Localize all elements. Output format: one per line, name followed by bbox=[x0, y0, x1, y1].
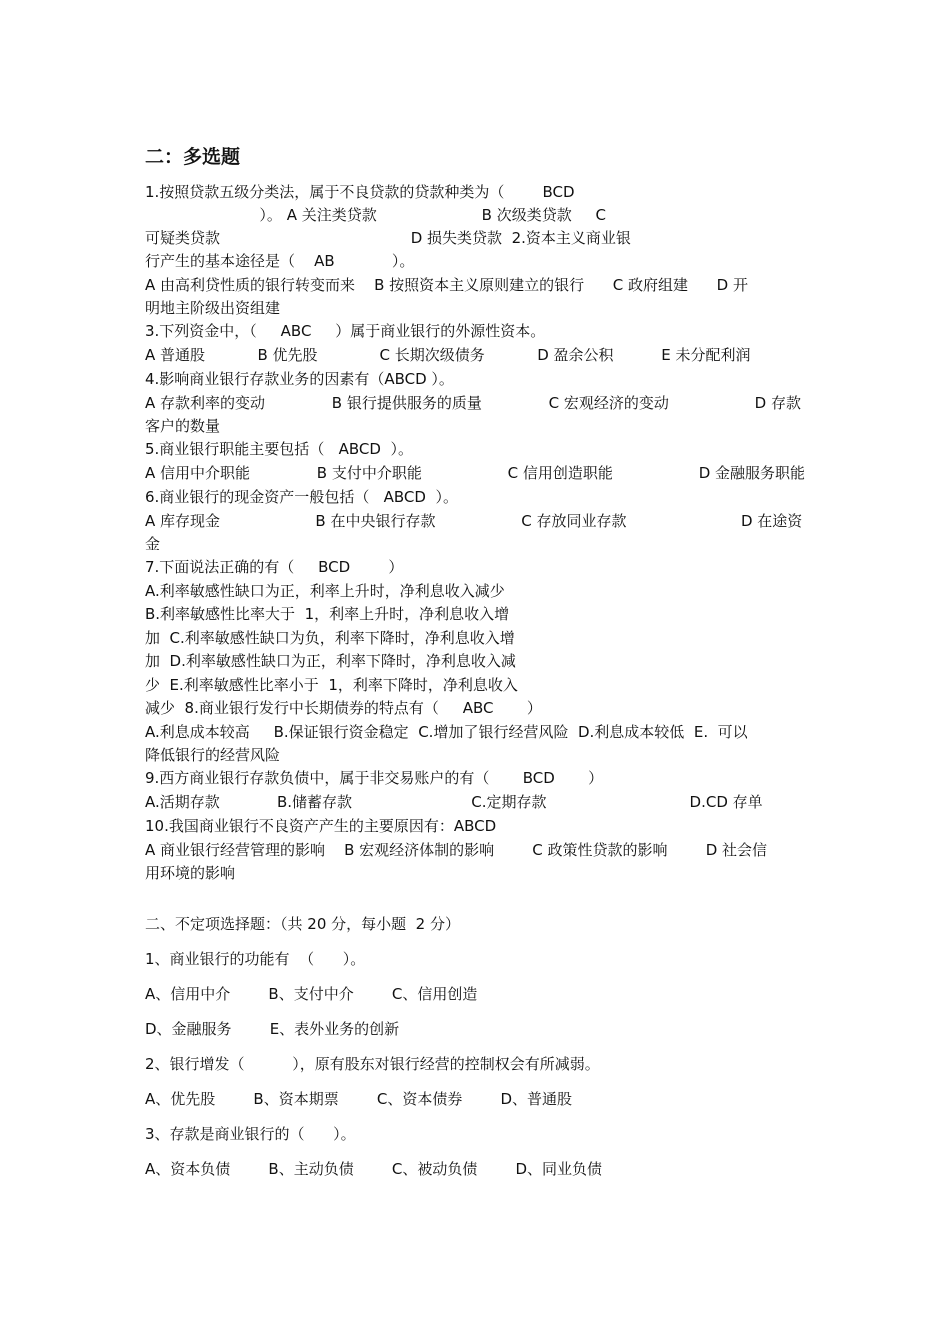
option-line: D、金融服务 E、表外业务的创新 bbox=[145, 1020, 400, 1038]
option-line: 加 D.利率敏感性缺口为正，利率下降时，净利息收入减 bbox=[145, 652, 516, 670]
question-line: 5.商业银行职能主要包括（ ABCD ）。 bbox=[145, 440, 413, 458]
question-line: 9.西方商业银行存款负债中，属于非交易账户的有（ BCD ） bbox=[145, 769, 604, 787]
option-line: 用环境的影响 bbox=[145, 864, 236, 882]
option-line: A、优先股 B、资本期票 C、资本债券 D、普通股 bbox=[145, 1090, 573, 1108]
option-line: 客户的数量 bbox=[145, 417, 221, 435]
question-line: 1、商业银行的功能有 （ ）。 bbox=[145, 950, 366, 968]
question-line: 3、存款是商业银行的（ ）。 bbox=[145, 1125, 356, 1143]
option-line: B.利率敏感性比率大于 1，利率上升时，净利息收入增 bbox=[145, 605, 510, 623]
question-line: 1.按照贷款五级分类法，属于不良贷款的贷款种类为（ BCD bbox=[145, 183, 575, 201]
section-heading-indefinite-choice: 二、不定项选择题：（共 20 分，每小题 2 分） bbox=[145, 915, 460, 933]
option-line: 加 C.利率敏感性缺口为负，利率下降时，净利息收入增 bbox=[145, 629, 515, 647]
question-line: 可疑类贷款 D 损失类贷款 2.资本主义商业银 bbox=[145, 229, 631, 247]
option-line: A.活期存款 B.储蓄存款 C.定期存款 D.CD 存单 bbox=[145, 793, 763, 811]
question-line: 减少 8.商业银行发行中长期债券的特点有（ ABC ） bbox=[145, 699, 542, 717]
option-line: 少 E.利率敏感性比率小于 1，利率下降时，净利息收入 bbox=[145, 676, 518, 694]
option-line: A 库存现金 B 在中央银行存款 C 存放同业存款 D 在途资 bbox=[145, 512, 803, 530]
question-line: 4.影响商业银行存款业务的因素有（ABCD ）。 bbox=[145, 370, 454, 388]
option-line: A 由高利贷性质的银行转变而来 B 按照资本主义原则建立的银行 C 政府组建 D 开 bbox=[145, 276, 748, 294]
section-heading-multiple-choice: 二：多选题 bbox=[145, 146, 241, 168]
option-line: A、资本负债 B、主动负债 C、被动负债 D、同业负债 bbox=[145, 1160, 603, 1178]
option-line: A 商业银行经营管理的影响 B 宏观经济体制的影响 C 政策性贷款的影响 D 社会信 bbox=[145, 841, 768, 859]
question-line: 2、银行增发（ ），原有股东对银行经营的控制权会有所减弱。 bbox=[145, 1055, 600, 1073]
question-line: 6.商业银行的现金资产一般包括（ ABCD ）。 bbox=[145, 488, 458, 506]
question-line: 3.下列资金中，（ ABC ）属于商业银行的外源性资本。 bbox=[145, 322, 546, 340]
option-line: 金 bbox=[145, 535, 161, 553]
option-line: A、信用中介 B、支付中介 C、信用创造 bbox=[145, 985, 478, 1003]
question-line: 7.下面说法正确的有（ BCD ） bbox=[145, 558, 404, 576]
option-line: 明地主阶级出资组建 bbox=[145, 299, 281, 317]
question-line: 行产生的基本途径是（ AB ）。 bbox=[145, 252, 415, 270]
option-line: 降低银行的经营风险 bbox=[145, 746, 281, 764]
option-line: A.利息成本较高 B.保证银行资金稳定 C.增加了银行经营风险 D.利息成本较低 E. 可以 bbox=[145, 723, 748, 741]
option-line: A 信用中介职能 B 支付中介职能 C 信用创造职能 D 金融服务职能 bbox=[145, 464, 806, 482]
option-line: A.利率敏感性缺口为正，利率上升时，净利息收入减少 bbox=[145, 582, 505, 600]
option-line: A 存款利率的变动 B 银行提供服务的质量 C 宏观经济的变动 D 存款 bbox=[145, 394, 801, 412]
question-line: ）。 A 关注类贷款 B 次级类贷款 C bbox=[145, 206, 607, 224]
question-line: 10.我国商业银行不良资产产生的主要原因有：ABCD bbox=[145, 817, 497, 835]
option-line: A 普通股 B 优先股 C 长期次级债务 D 盈余公积 E 未分配利润 bbox=[145, 346, 751, 364]
